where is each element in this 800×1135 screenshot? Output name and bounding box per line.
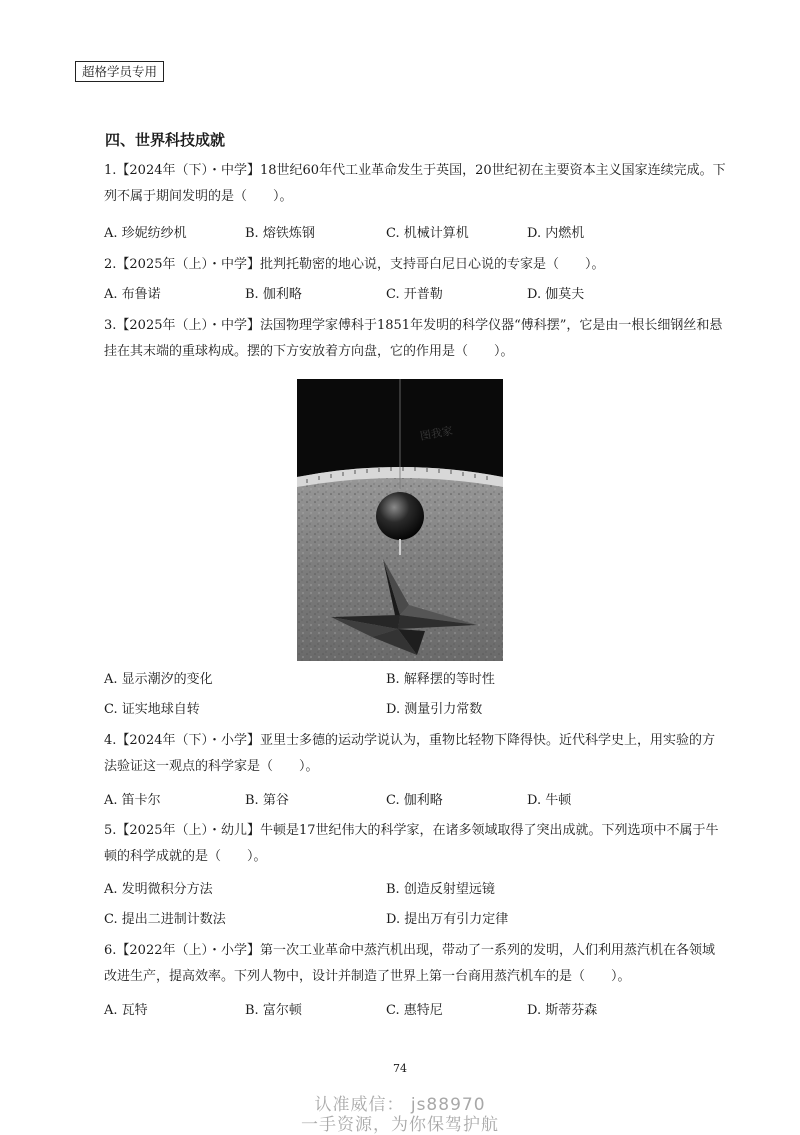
question-3-option-b: B. 解释摆的等时性 [386, 672, 495, 687]
question-5-option-a: A. 发明微积分方法 [104, 882, 213, 897]
question-5-stem: 5.【2025年（上）・幼儿】牛顿是17世纪伟大的科学家，在诸多领域取得了突出成就。下列选项中不属于牛顿的科学成就的是（ ）。 [104, 823, 719, 864]
question-4-option-a: A. 笛卡尔 [104, 793, 161, 808]
question-1-options [104, 223, 726, 245]
question-5-options-row-1 [104, 879, 726, 901]
question-3-options-row-1 [104, 669, 726, 691]
question-6-option-a: A. 瓦特 [104, 1003, 148, 1018]
page-number: 74 [393, 1062, 407, 1075]
question-2-option-d: D. 伽莫夫 [527, 287, 585, 302]
question-6-option-d: D. 斯蒂芬森 [527, 1003, 598, 1018]
question-6-stem: 6.【2022年（上）・小学】第一次工业革命中蒸汽机出现，带动了一系列的发明，人们利用蒸汽机在各领域改进生产，提高效率。下列人物中，设计并制造了世界上第一台商用蒸汽机车的是（ ）。 [104, 943, 715, 984]
question-1-option-b: B. 熔铁炼钢 [245, 226, 315, 241]
footer-watermark-line-1: 认准威信： js88970 [314, 1095, 486, 1115]
user-tag: 超格学员专用 [75, 61, 164, 82]
figure-watermark: 图我家 [419, 424, 454, 443]
question-5-option-b: B. 创造反射望远镜 [386, 882, 495, 897]
question-2-option-b: B. 伽利略 [245, 287, 302, 302]
question-4-option-b: B. 第谷 [245, 793, 289, 808]
question-2-option-c: C. 开普勒 [386, 287, 443, 302]
question-4-option-d: D. 牛顿 [527, 793, 572, 808]
question-2-option-a: A. 布鲁诺 [104, 287, 161, 302]
question-3-stem: 3.【2025年（上）・中学】法国物理学家傅科于1851年发明的科学仪器“傅科摆”，它是由一根长细钢丝和悬挂在其末端的重球构成。摆的下方安放着方向盘，它的作用是（ ）。 [104, 318, 723, 359]
question-3-option-c: C. 证实地球自转 [104, 702, 200, 717]
question-6-options [104, 1000, 726, 1022]
question-5-option-c: C. 提出二进制计数法 [104, 912, 226, 927]
question-1-stem: 1.【2024年（下）・中学】18世纪60年代工业革命发生于英国，20世纪初在主要资本主义国家连续完成。下列不属于期间发明的是（ ）。 [104, 163, 726, 204]
question-4-stem: 4.【2024年（下）・小学】亚里士多德的运动学说认为，重物比轻物下降得快。近代科学史上，用实验的方法验证这一观点的科学家是（ ）。 [104, 733, 715, 774]
footer-watermark-line-2: 一手资源，为你保驾护航 [301, 1115, 499, 1135]
question-2-options [104, 284, 726, 306]
question-4-options [104, 790, 726, 812]
foucault-pendulum-image [297, 379, 503, 661]
question-1-option-d: D. 内燃机 [527, 226, 585, 241]
foucault-pendulum-illustration [297, 379, 503, 661]
question-3-option-d: D. 测量引力常数 [386, 702, 483, 717]
question-3-options-row-2 [104, 699, 726, 721]
question-4-option-c: C. 伽利略 [386, 793, 443, 808]
question-1-option-a: A. 珍妮纺纱机 [104, 226, 187, 241]
question-3-option-a: A. 显示潮汐的变化 [104, 672, 213, 687]
question-6-option-b: B. 富尔顿 [245, 1003, 302, 1018]
question-5-option-d: D. 提出万有引力定律 [386, 912, 509, 927]
question-5-options-row-2 [104, 909, 726, 931]
question-1-option-c: C. 机械计算机 [386, 226, 469, 241]
question-6-option-c: C. 惠特尼 [386, 1003, 443, 1018]
question-2-stem: 2.【2025年（上）・中学】批判托勒密的地心说，支持哥白尼日心说的专家是（ ）。 [104, 257, 605, 272]
section-title: 四、世界科技成就 [105, 131, 226, 149]
